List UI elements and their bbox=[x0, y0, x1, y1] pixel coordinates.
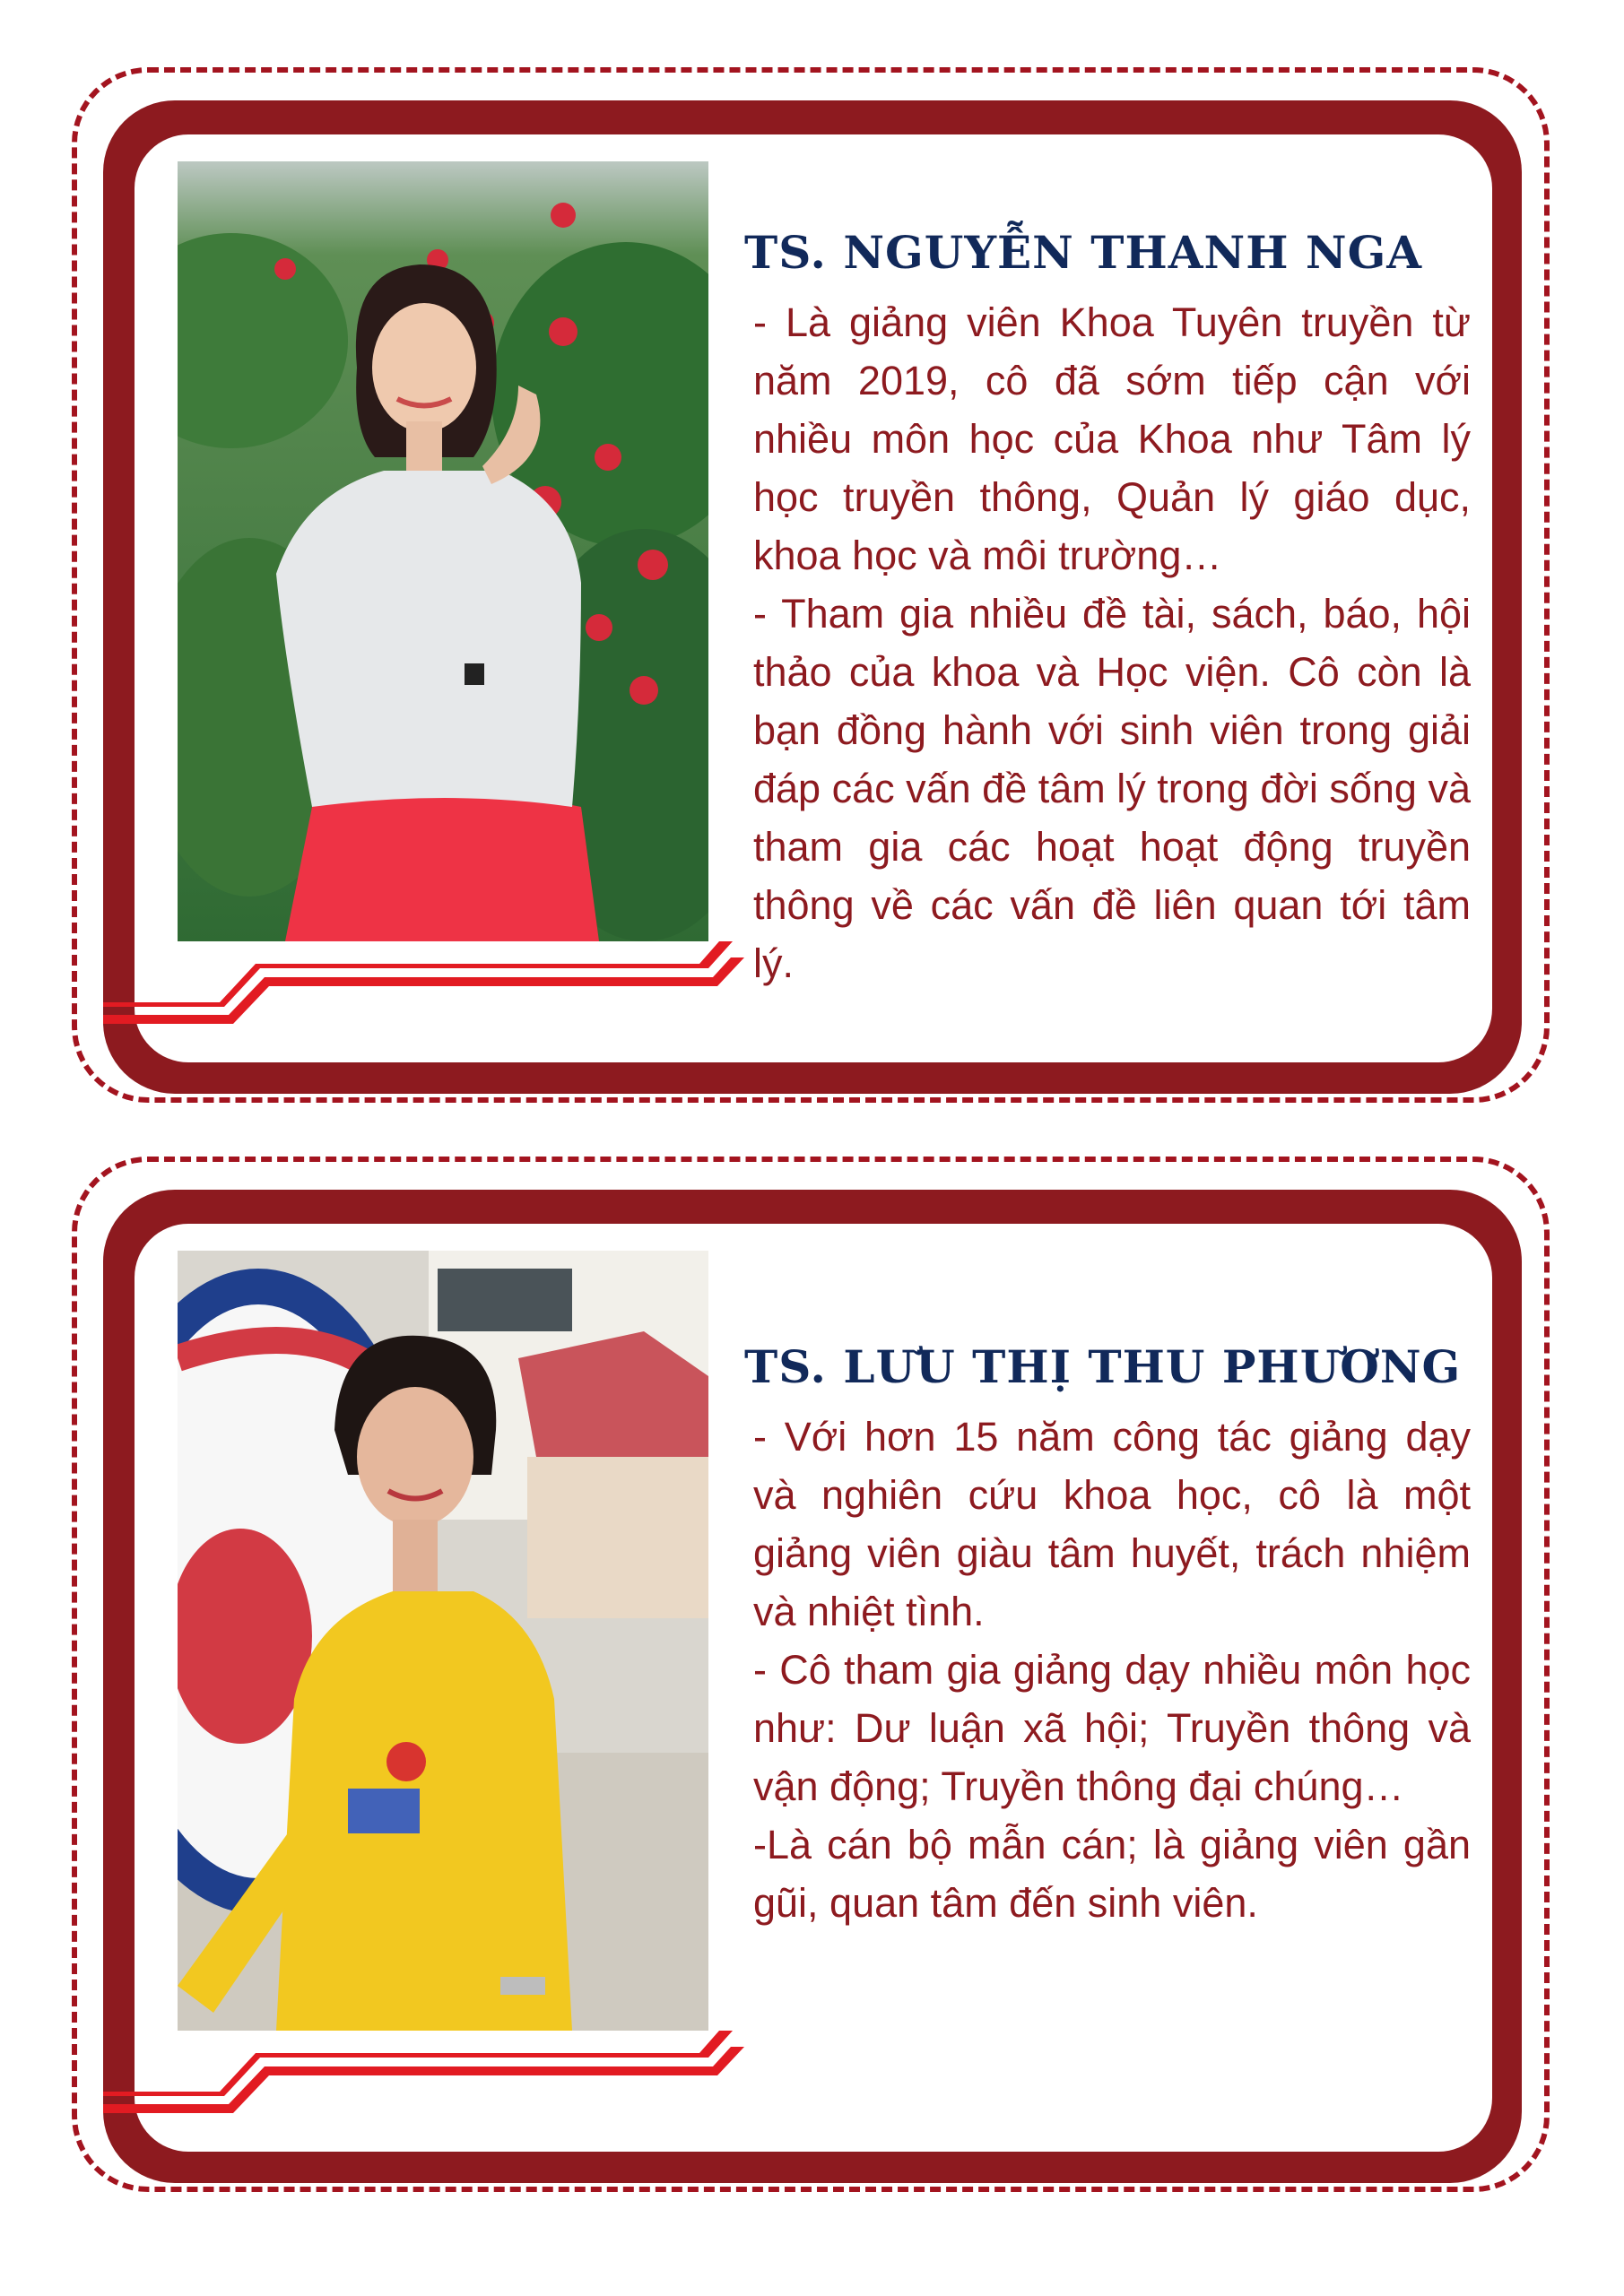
description-paragraph: - Với hơn 15 năm công tác giảng dạy và nghiên cứu khoa học, cô là một giảng viên giàu tâm huyết, trách nhiệm và nhiệt tình. bbox=[753, 1414, 1471, 1634]
description-paragraph: - Tham gia nhiều đề tài, sách, báo, hội thảo của khoa và Học viện. Cô còn là bạn đồng hành với sinh viên trong giải đáp các vấn đề tâm lý trong đời sống và tham gia các hoạt hoạt động truyền thông về các vấn đề liên quan tới tâm lý. bbox=[753, 591, 1471, 986]
description-paragraph: -Là cán bộ mẫn cán; là giảng viên gần gũi, quan tâm đến sinh viên. bbox=[753, 1822, 1471, 1926]
portrait-woman-roses-icon bbox=[178, 161, 708, 941]
profile-card-1 bbox=[0, 0, 1624, 1116]
profile-photo-1 bbox=[178, 161, 708, 941]
profile-name: TS. NGUYỄN THANH NGA bbox=[744, 226, 1423, 279]
description-paragraph: - Cô tham gia giảng dạy nhiều môn học như: Dư luận xã hội; Truyền thông và vận động; Truyền thông đại chúng… bbox=[753, 1647, 1471, 1809]
portrait-woman-yellow-ao-dai-icon bbox=[178, 1251, 708, 2031]
profile-name: TS. LƯU THỊ THU PHƯƠNG bbox=[744, 1340, 1462, 1393]
profile-description bbox=[753, 1408, 1471, 1932]
profile-photo-2 bbox=[178, 1251, 708, 2031]
profile-description bbox=[753, 293, 1471, 992]
profile-card-2 bbox=[0, 1089, 1624, 2205]
description-paragraph: - Là giảng viên Khoa Tuyên truyền từ năm 2019, cô đã sớm tiếp cận với nhiều môn học của Khoa như Tâm lý học truyền thông, Quản lý giáo dục, khoa học và môi trường… bbox=[753, 299, 1471, 578]
